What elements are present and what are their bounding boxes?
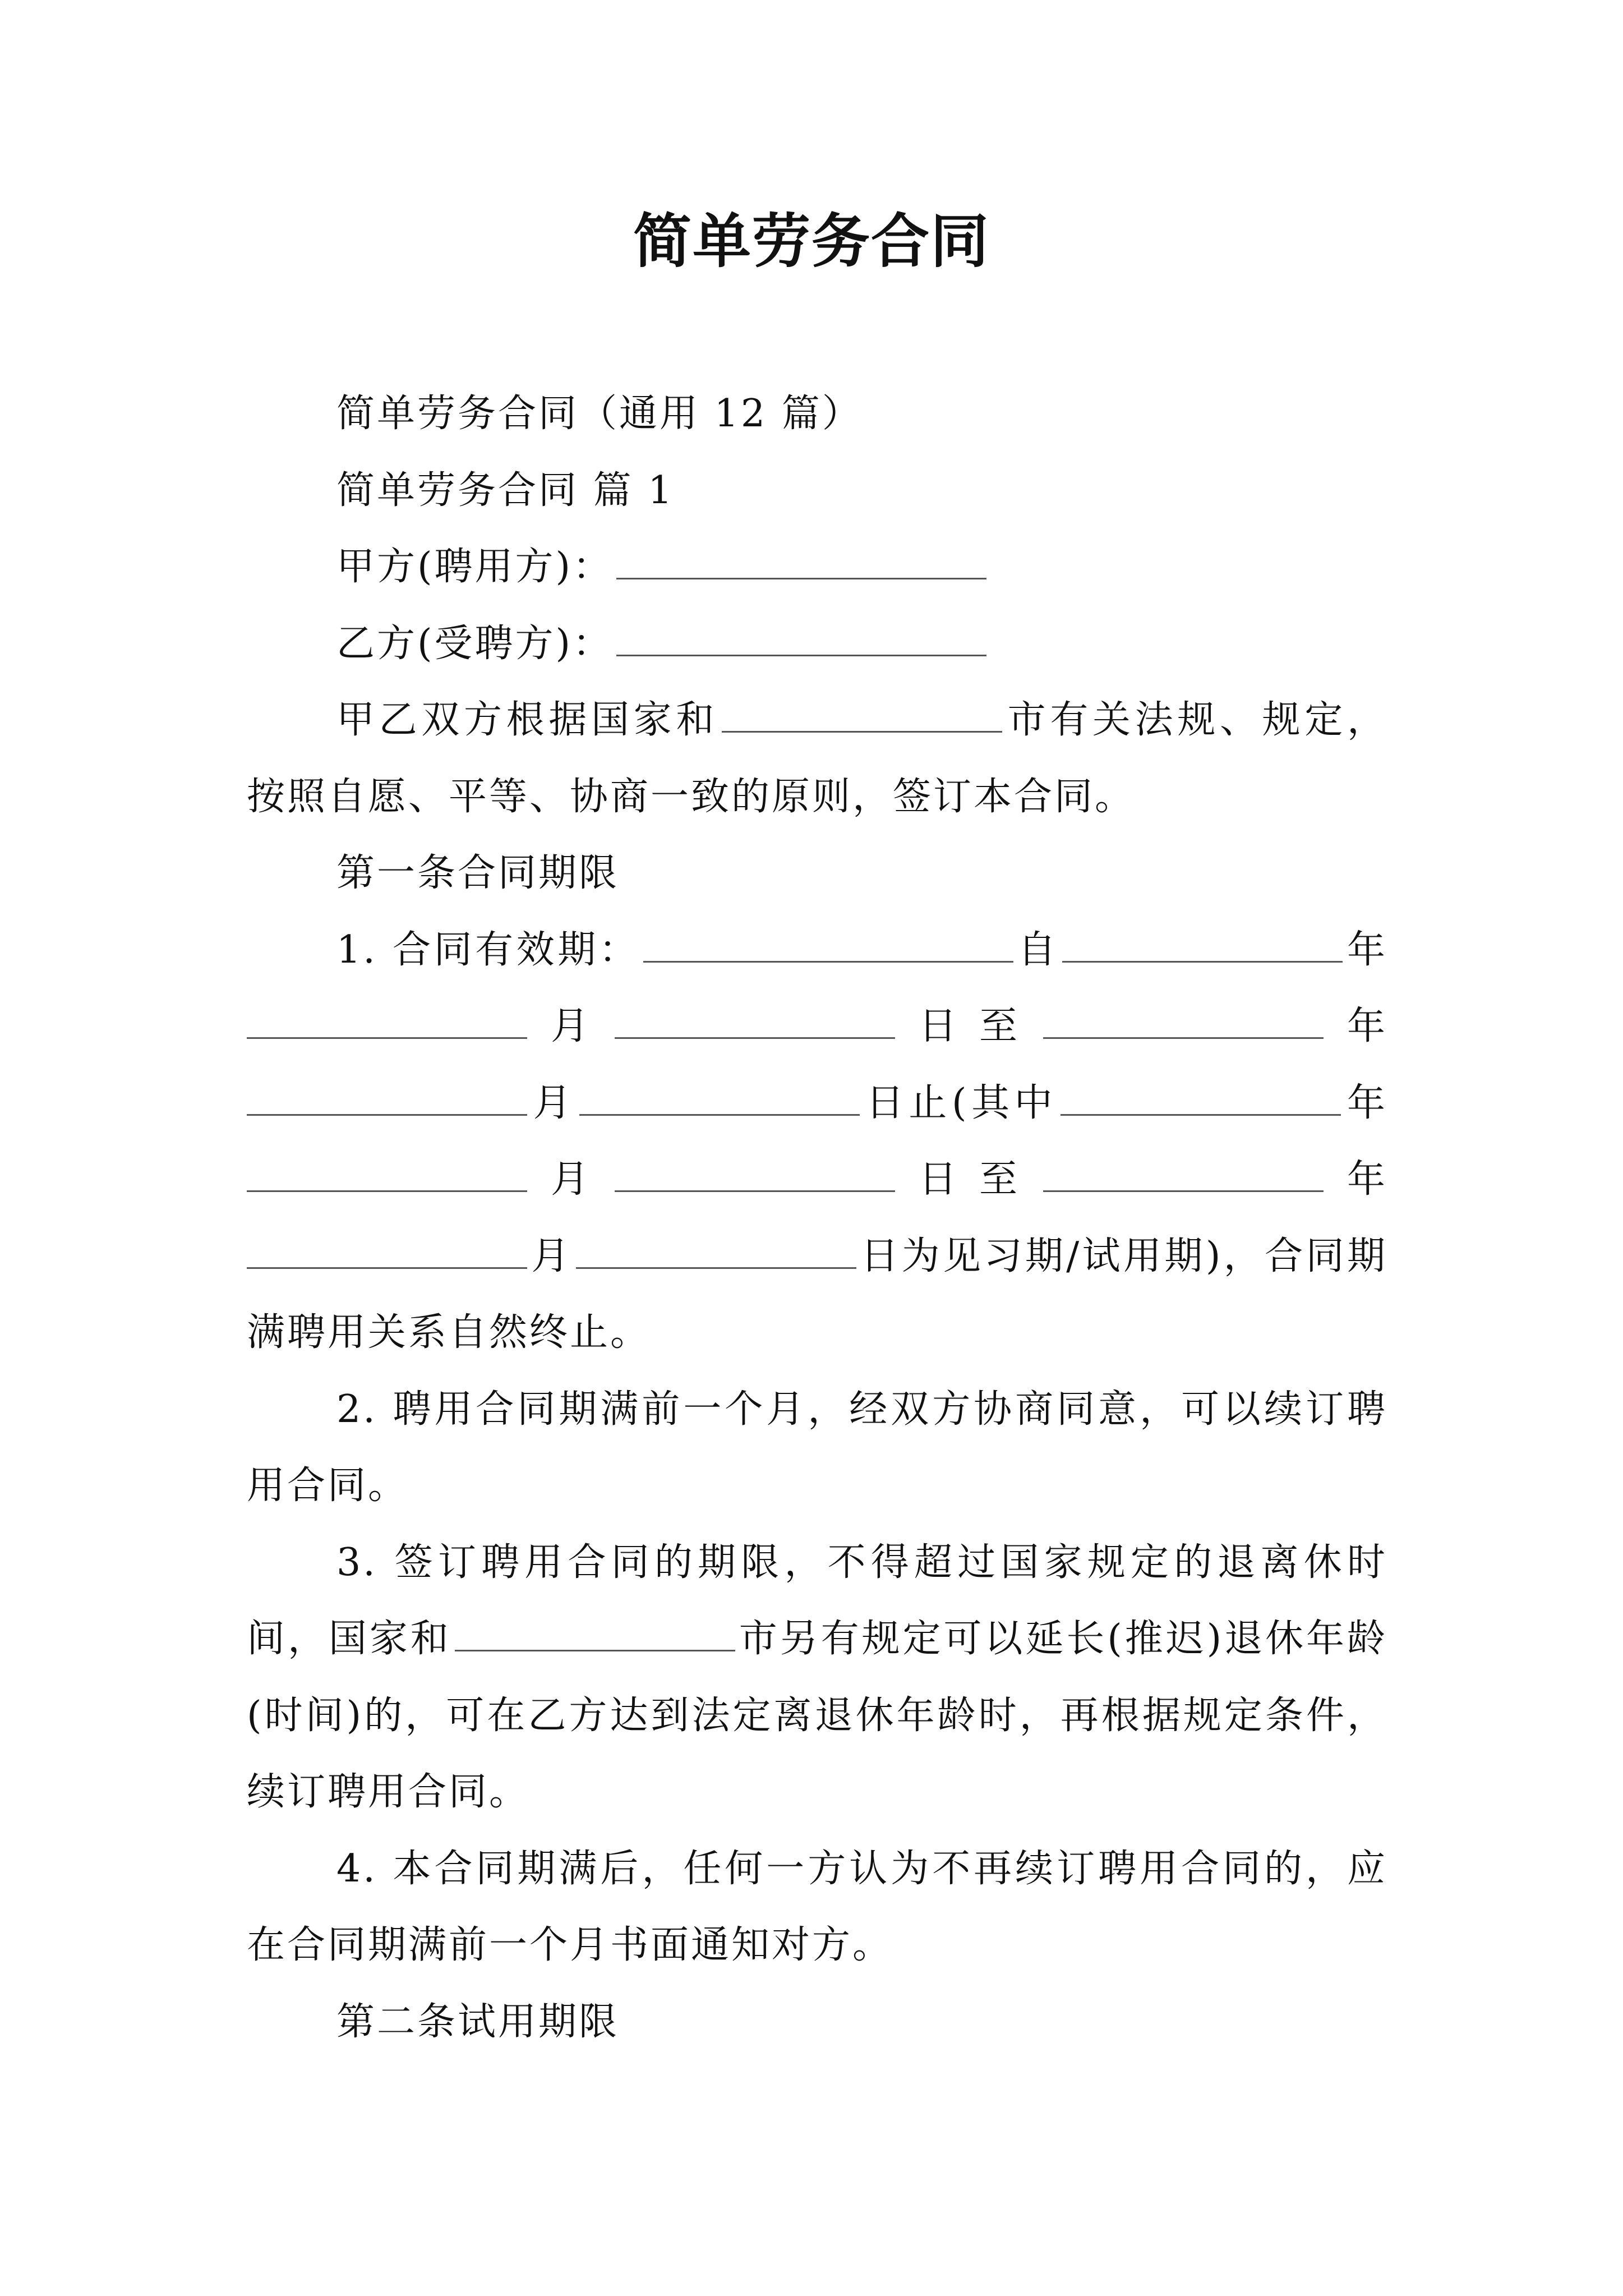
clause-1-paragraph: [247, 912, 1387, 1372]
blank: [643, 928, 1013, 963]
clause-4-paragraph: 4. 本合同期满后，任何一方认为不再续订聘用合同的，应在合同期满前一个月书面通知对方。: [247, 1846, 1387, 1967]
clause-1-text: 年: [1344, 1080, 1387, 1125]
clause-1-text: 日至: [898, 1157, 1040, 1202]
clause-1-text: 月: [531, 1234, 573, 1278]
party-a-label: 甲方(聘用方)：: [336, 545, 614, 589]
blank: [576, 1235, 856, 1269]
blank: [1061, 1082, 1341, 1116]
clause-1-text: 月: [531, 1157, 611, 1202]
clause-1-text: 自: [1017, 927, 1059, 972]
clause-1-text: 1. 合同有效期：: [336, 927, 640, 972]
party-a-line: [247, 529, 1387, 606]
document-body: [247, 376, 1387, 2060]
intro-text-a: 甲乙双方根据国家和: [336, 698, 718, 742]
party-b-blank: [616, 622, 986, 656]
blank: [1043, 1158, 1324, 1192]
clause-1-text: 日止(其中: [863, 1080, 1058, 1125]
clause-1-text: 日为见习期/试用期)，合同期满聘用关系自然终止。: [247, 1234, 1387, 1355]
document-subtitle: 简单劳务合同（通用 12 篇）: [336, 392, 863, 436]
clause-2-paragraph: 2. 聘用合同期满前一个月，经双方协商同意，可以续订聘用合同。: [247, 1387, 1387, 1508]
clause-1-text: 月: [531, 1004, 611, 1048]
clause-1-text: 年: [1326, 1157, 1387, 1202]
city-blank: [722, 698, 1002, 733]
document-title: 简单劳务合同: [633, 207, 990, 275]
clause-1-text: 年: [1326, 1004, 1387, 1048]
intro-text-b: 市有关法规、规定，按照自愿、平等、协商一致的原则，签订本合同。: [247, 698, 1387, 819]
article-1-heading: 第一条合同期限: [336, 851, 620, 895]
part-heading: 简单劳务合同 篇 1: [336, 468, 675, 513]
clause-1-text: 年: [1346, 927, 1387, 972]
blank: [1062, 928, 1343, 963]
party-b-line: [247, 606, 1387, 683]
clause-3-text: 市另有规定可以延长(推迟)退休年龄(时间)的，可在乙方达到法定离退休年龄时，再根据规定条件，续订聘用合同。: [247, 1617, 1387, 1814]
clause-3-paragraph: [247, 1525, 1387, 1831]
blank: [1043, 1005, 1324, 1039]
blank: [247, 1005, 527, 1039]
blank: [579, 1082, 860, 1116]
article-2-heading: 第二条试用期限: [336, 1999, 620, 2044]
blank: [615, 1158, 895, 1192]
intro-paragraph: [247, 682, 1387, 835]
blank: [615, 1005, 895, 1039]
blank: [247, 1158, 527, 1192]
blank: [247, 1082, 527, 1116]
party-b-label: 乙方(受聘方)：: [336, 621, 614, 666]
clause-3-text: 3. 签订聘用合同的期限，不得超过国家规定的退离休时间，国家和: [247, 1540, 1387, 1661]
clause-1-text: 日至: [898, 1004, 1040, 1048]
clause-1-text: 月: [531, 1080, 577, 1125]
blank: [247, 1235, 527, 1269]
city-blank: [455, 1617, 735, 1651]
party-a-blank: [616, 545, 986, 579]
